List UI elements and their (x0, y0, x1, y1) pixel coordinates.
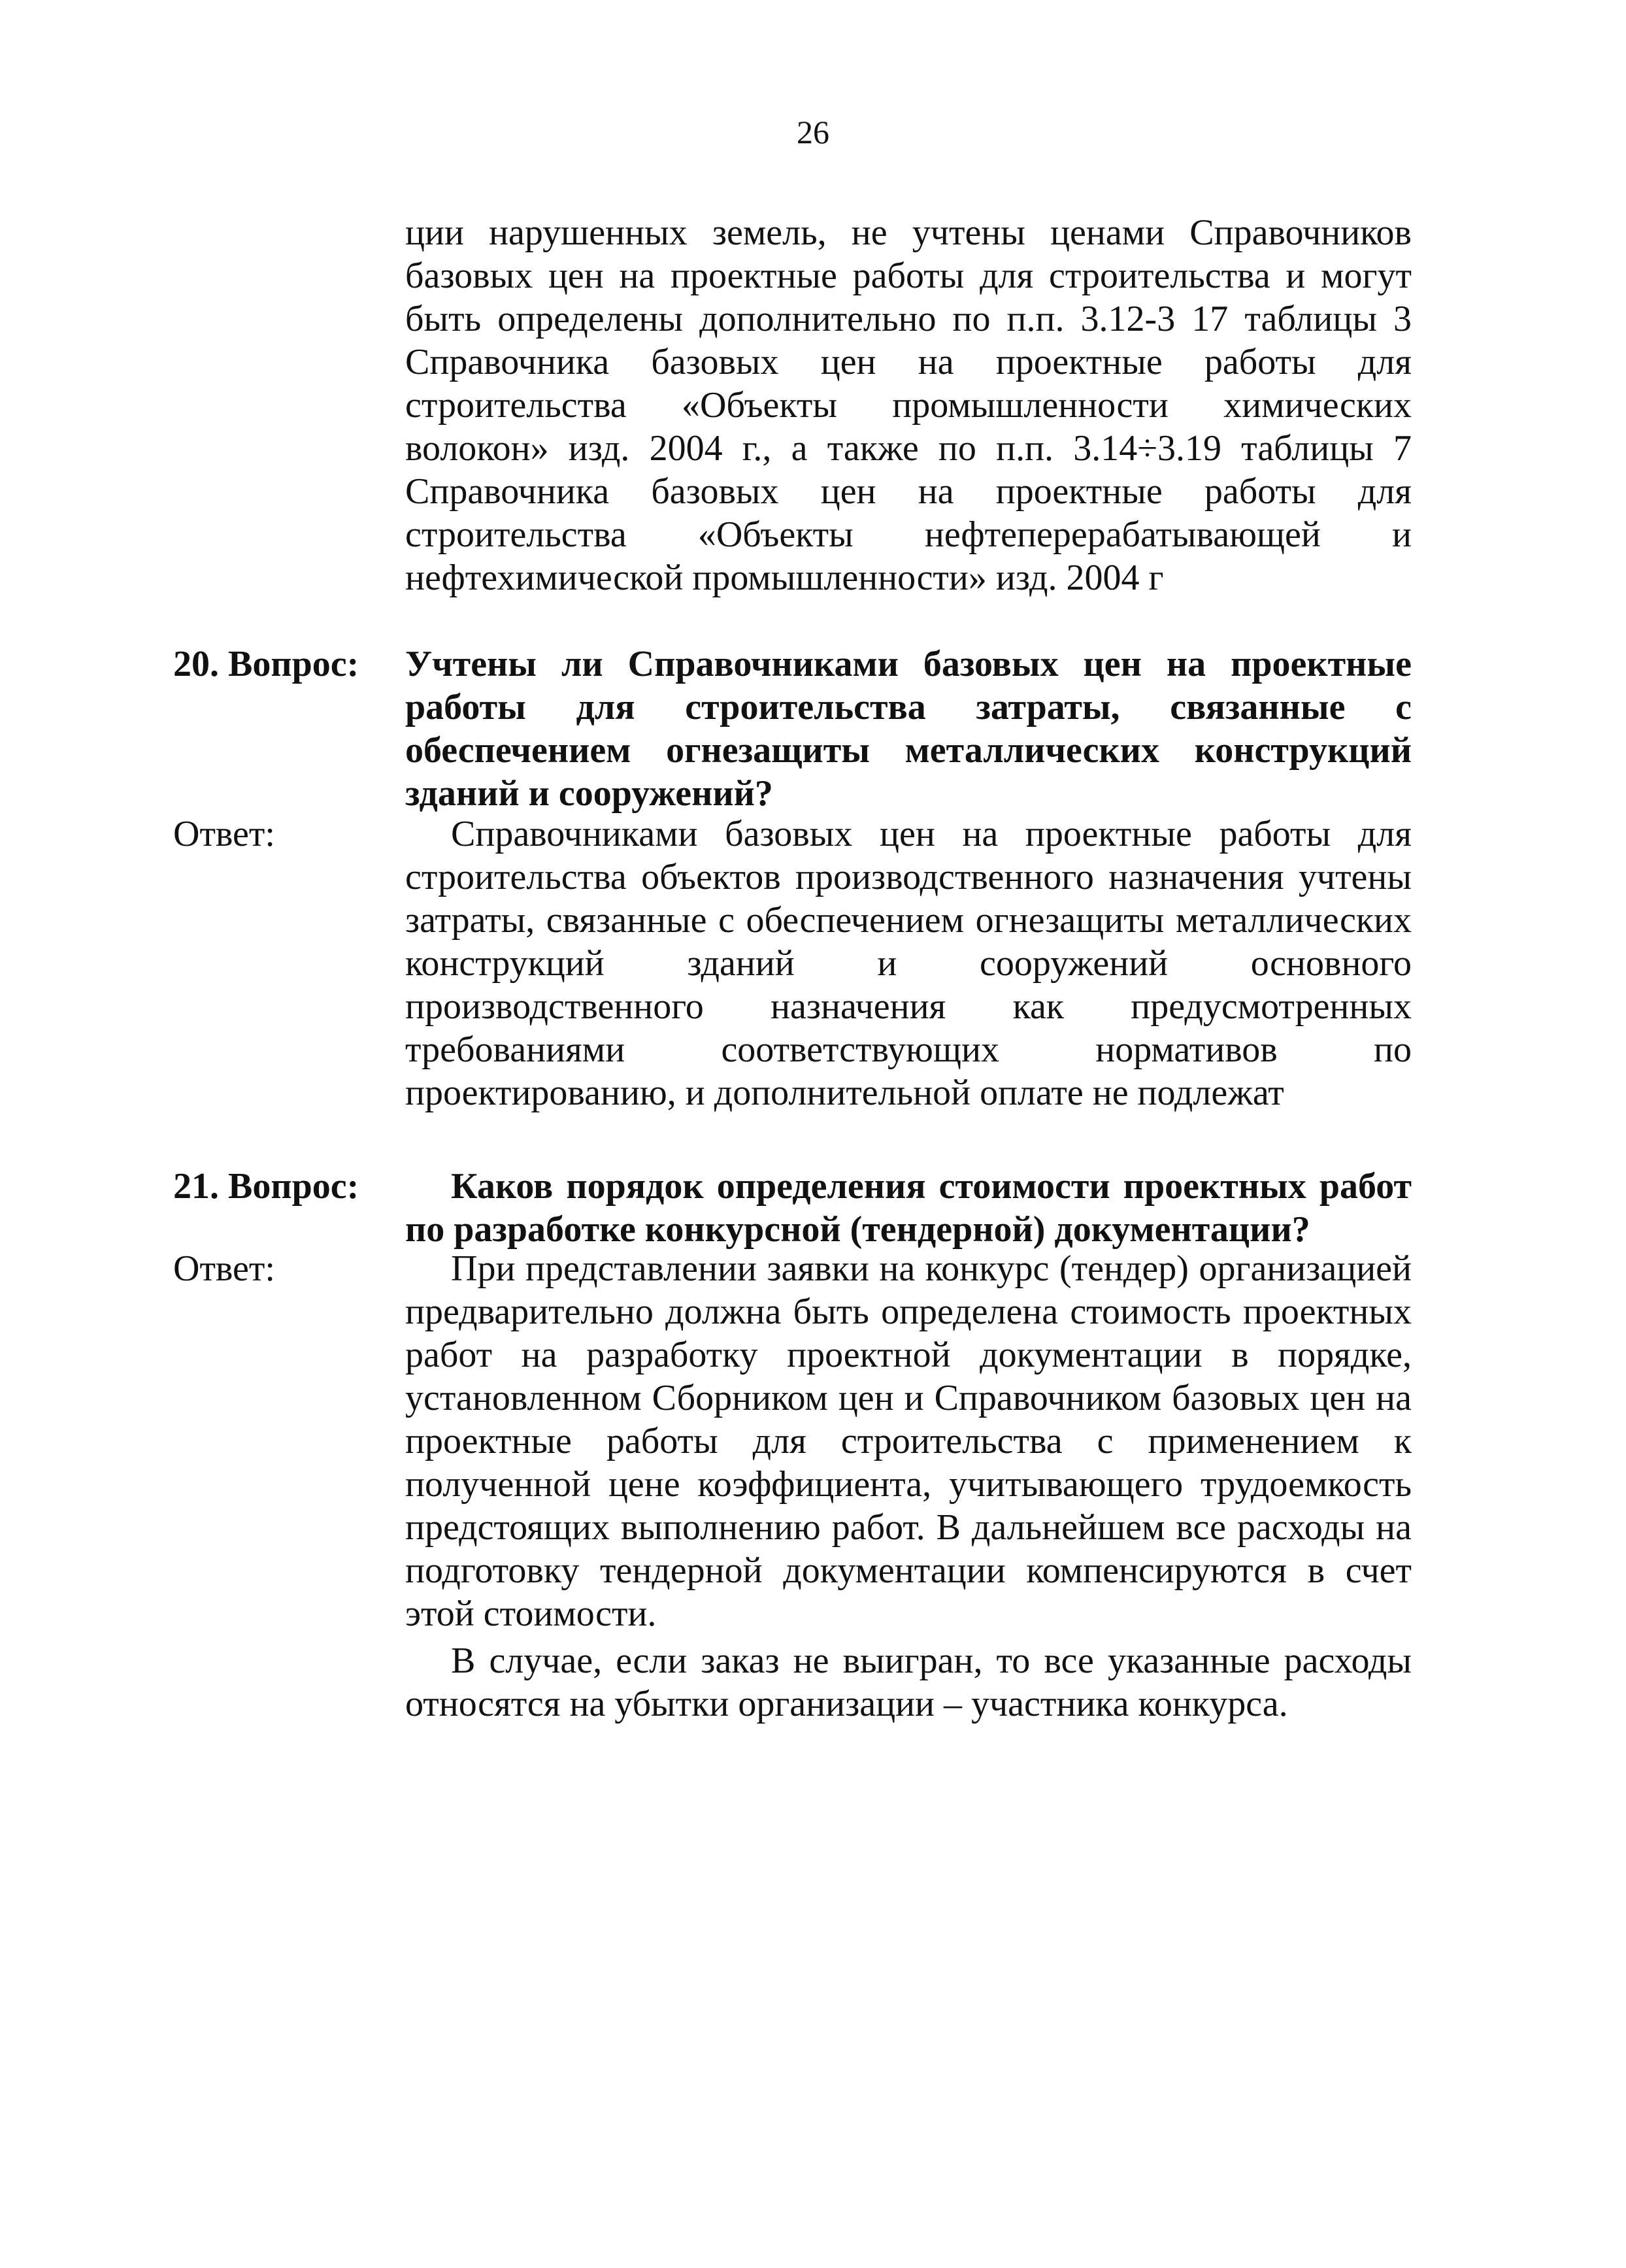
question-label: 21. Вопрос: (173, 1166, 359, 1207)
answer-block (405, 812, 1412, 1114)
answer-label: Ответ: (173, 1248, 275, 1289)
intro-block (405, 211, 1412, 599)
page-number: 26 (797, 114, 829, 150)
question-block (405, 642, 1412, 815)
question-label: 20. Вопрос: (173, 644, 359, 684)
question-block (405, 1165, 1412, 1251)
question-text: Учтены ли Справочниками базовых цен на проектные работы для строительства затраты, связанные с обеспечением огнезащиты металлических конструкций зданий и сооружений? (405, 644, 1412, 814)
intro-paragraph: ции нарушенных земель, не учтены ценами Справочников базовых цен на проектные работы для строительства и могут быть определены дополнительно по п.п. 3.12-3 17 таблицы 3 Справочника базовых цен на проектные работы для строительства «Объекты промышленности химических волокон» изд. 2004 г., а также по п.п. 3.14÷3.19 таблицы 7 Справочника базовых цен на проектные работы для строительства «Объекты нефтеперерабатывающей и нефтехимической промышленности» изд. 2004 г (405, 212, 1412, 598)
answer-block (405, 1247, 1412, 1726)
question-text: Каков порядок определения стоимости проектных работ по разработке конкурсной (тендерной) документации? (405, 1166, 1412, 1250)
answer-label: Ответ: (173, 814, 275, 854)
answer-paragraph: Справочниками базовых цен на проектные работы для строительства объектов производственного назначения учтены затраты, связанные с обеспечением огнезащиты металлических конструкций зданий и сооружений основного производственного назначения как предусмотренных требованиями соответствующих нормативов по проектированию, и дополнительной оплате не подлежат (405, 814, 1412, 1113)
answer-paragraph: При представлении заявки на конкурс (тендер) организацией предварительно должна быть определена стоимость проектных работ на разработку проектной документации в порядке, установленном Сборником цен и Справочником базовых цен на проектные работы для строительства с применением к полученной цене коэффициента, учитывающего трудоемкость предстоящих выполнению работ. В дальнейшем все расходы на подготовку тендерной документации компенсируются в счет этой стоимости. (405, 1248, 1412, 1634)
answer-paragraph: В случае, если заказ не выигран, то все указанные расходы относятся на убытки организации – участника конкурса. (405, 1641, 1412, 1724)
